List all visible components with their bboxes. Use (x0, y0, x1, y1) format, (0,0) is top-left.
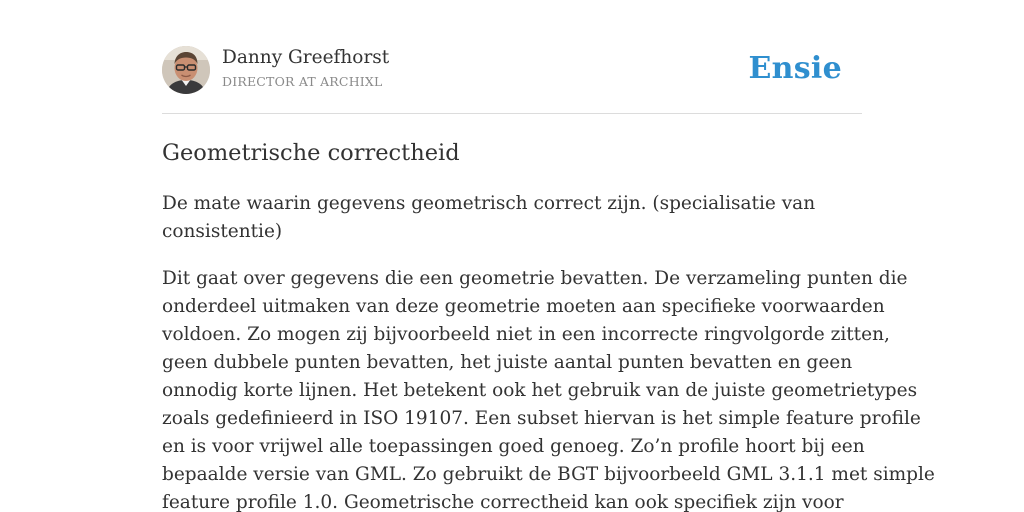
author-name[interactable]: Danny Greefhorst (222, 47, 390, 68)
content-column (162, 0, 935, 512)
page-title: Geometrische correctheid (162, 140, 460, 166)
author-role: DIRECTOR AT ARCHIXL (222, 74, 383, 89)
text-line: geen dubbele punten bevatten, het juiste aantal punten bevatten en geen (162, 352, 853, 373)
avatar[interactable] (162, 46, 210, 94)
explanation-paragraph (162, 265, 935, 512)
text-line: onnodig korte lijnen. Het betekent ook het gebruik van de juiste geometrietypes (162, 380, 918, 401)
text-line: voldoen. Zo mogen zij bijvoorbeeld niet in een incorrecte ringvolgorde zitten, (162, 324, 890, 345)
text-line: consistentie) (162, 221, 283, 242)
text-line: onderdeel uitmaken van deze geometrie moeten aan specifieke voorwaarden (162, 296, 885, 317)
text-line: en is voor vrijwel alle toepassingen goed genoeg. Zo’n profile hoort bij een (162, 436, 865, 457)
brand-logo[interactable]: Ensie (748, 51, 842, 86)
definition-paragraph (162, 190, 862, 246)
author-header (162, 0, 862, 114)
text-line: zoals gedefinieerd in ISO 19107. Een subset hiervan is het simple feature profile (162, 408, 921, 429)
text-line: De mate waarin gegevens geometrisch correct zijn. (specialisatie van (162, 193, 816, 214)
avatar-photo-icon (162, 46, 210, 94)
text-line: Dit gaat over gegevens die een geometrie bevatten. De verzameling punten die (162, 268, 908, 289)
text-line: bepaalde versie van GML. Zo gebruikt de BGT bijvoorbeeld GML 3.1.1 met simple (162, 464, 935, 485)
text-line: feature profile 1.0. Geometrische correctheid kan ook specifiek zijn voor (162, 492, 844, 512)
